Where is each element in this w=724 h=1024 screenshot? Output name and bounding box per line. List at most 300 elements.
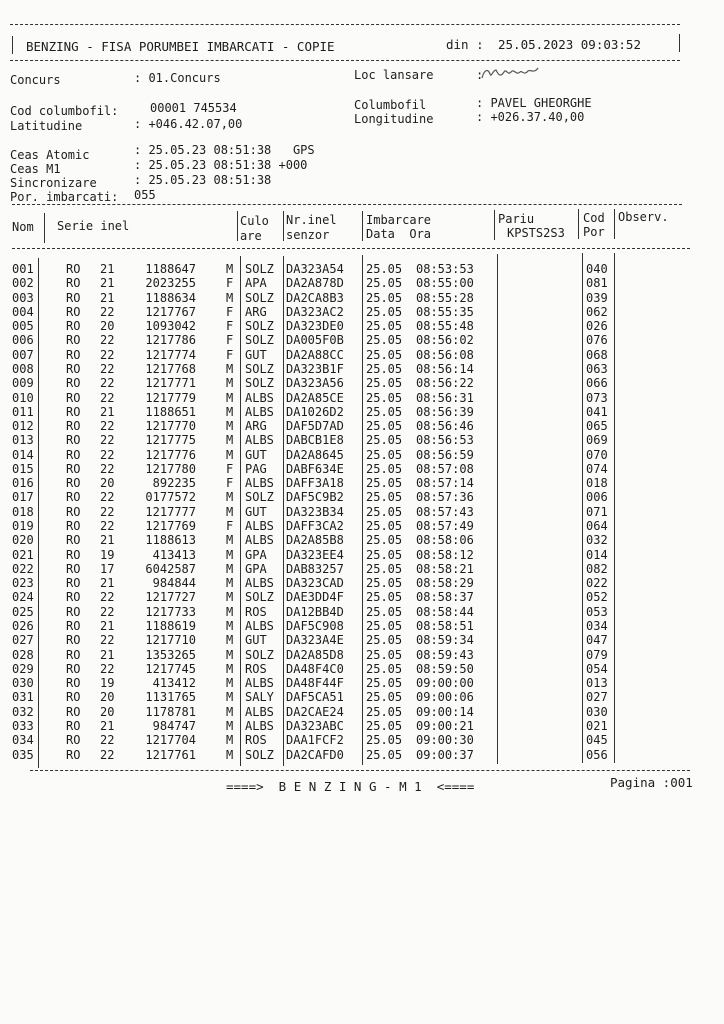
row-data: 25.05: [366, 419, 403, 434]
col-header-data-ora: Data Ora: [366, 227, 432, 241]
row-nom: 013: [12, 433, 34, 448]
row-an: 21: [100, 276, 115, 291]
row-tara: RO: [66, 276, 81, 291]
col-header-nr-inel: Nr.inel: [286, 213, 337, 227]
row-senzor: DAFF3A18: [286, 476, 344, 491]
row-nom: 004: [12, 304, 34, 319]
row-cod: 073: [586, 390, 608, 405]
row-culoare: ALBS: [245, 533, 274, 548]
row-data: 25.05: [366, 519, 403, 534]
row-senzor: DAF5D7AD: [286, 419, 344, 434]
row-culoare: ALBS: [245, 404, 274, 419]
row-inel: 1217775: [145, 433, 196, 448]
row-tara: RO: [66, 690, 81, 705]
row-data: 25.05: [366, 690, 403, 705]
row-senzor: DABF634E: [286, 461, 344, 476]
row-inel: 1217733: [145, 604, 196, 619]
row-inel: 1217710: [145, 633, 196, 648]
row-cod: 063: [586, 361, 608, 376]
row-nom: 020: [12, 533, 34, 548]
row-culoare: ROS: [245, 733, 267, 748]
row-data: 25.05: [366, 376, 403, 391]
header-divider-3: [283, 211, 284, 241]
row-nom: 028: [12, 647, 34, 662]
row-ora: 08:57:14: [416, 476, 474, 491]
row-sex: M: [226, 604, 234, 619]
row-ora: 08:55:28: [416, 290, 474, 305]
row-culoare: ALBS: [245, 476, 274, 491]
col-header-imbarcare: Imbarcare: [366, 213, 432, 227]
row-nom: 018: [12, 504, 34, 519]
row-sex: F: [226, 461, 234, 476]
row-sex: M: [226, 704, 234, 719]
row-tara: RO: [66, 647, 81, 662]
row-nom: 021: [12, 547, 34, 562]
row-cod: 032: [586, 533, 608, 548]
col-header-por: Por: [583, 225, 605, 239]
row-data: 25.05: [366, 347, 403, 362]
row-inel: 0177572: [145, 490, 196, 505]
col-header-culo: Culo: [240, 214, 269, 228]
row-culoare: ALBS: [245, 704, 274, 719]
longitudine-value: : +026.37.40,00: [476, 110, 585, 124]
row-nom: 032: [12, 704, 34, 719]
row-tara: RO: [66, 262, 81, 276]
row-ora: 09:00:14: [416, 704, 474, 719]
row-tara: RO: [66, 519, 81, 534]
row-senzor: DA2CA8B3: [286, 290, 344, 305]
por-imbarcati-label: Por. imbarcati:: [10, 190, 119, 204]
row-tara: RO: [66, 361, 81, 376]
row-sex: F: [226, 519, 234, 534]
row-sex: M: [226, 419, 234, 434]
row-nom: 016: [12, 476, 34, 491]
columbofil-value: : PAVEL GHEORGHE: [476, 96, 592, 110]
row-culoare: ALBS: [245, 433, 274, 448]
row-cod: 052: [586, 590, 608, 605]
row-cod: 076: [586, 333, 608, 348]
row-an: 22: [100, 519, 115, 534]
row-tara: RO: [66, 718, 81, 733]
ceas-m1-label: Ceas M1: [10, 162, 61, 176]
row-an: 21: [100, 404, 115, 419]
header-top-rule: [10, 24, 680, 25]
row-sex: F: [226, 319, 234, 334]
row-data: 25.05: [366, 504, 403, 519]
row-senzor: DA2CAFD0: [286, 747, 344, 762]
row-inel: 413413: [152, 547, 196, 562]
row-nom: 012: [12, 419, 34, 434]
row-senzor: DA323B34: [286, 504, 344, 519]
row-tara: RO: [66, 290, 81, 305]
row-tara: RO: [66, 333, 81, 348]
row-culoare: SOLZ: [245, 590, 274, 605]
row-tara: RO: [66, 490, 81, 505]
row-cod: 065: [586, 419, 608, 434]
row-tara: RO: [66, 733, 81, 748]
loc-lansare-handwriting: [478, 64, 548, 84]
row-culoare: PAG: [245, 461, 267, 476]
row-inel: 1217786: [145, 333, 196, 348]
row-data: 25.05: [366, 676, 403, 691]
row-inel: 1188619: [145, 619, 196, 633]
row-culoare: APA: [245, 276, 267, 291]
row-data: 25.05: [366, 718, 403, 733]
row-culoare: SOLZ: [245, 290, 274, 305]
row-senzor: DA323B1F: [286, 361, 344, 376]
row-ora: 08:59:43: [416, 647, 474, 662]
row-cod: 047: [586, 633, 608, 648]
row-nom: 007: [12, 347, 34, 362]
body-divider-nom: [38, 258, 39, 768]
row-tara: RO: [66, 704, 81, 719]
loc-lansare-sep: :: [476, 68, 484, 82]
row-an: 22: [100, 590, 115, 605]
row-ora: 08:56:59: [416, 447, 474, 462]
row-ora: 08:56:53: [416, 433, 474, 448]
row-an: 20: [100, 690, 115, 705]
row-an: 17: [100, 561, 115, 576]
row-senzor: DA2A85D8: [286, 647, 344, 662]
row-ora: 08:57:49: [416, 519, 474, 534]
row-culoare: GPA: [245, 547, 267, 562]
columbofil-label: Columbofil: [354, 98, 427, 112]
row-inel: 1217777: [145, 504, 196, 519]
row-senzor: DA323EE4: [286, 547, 344, 562]
row-data: 25.05: [366, 276, 403, 291]
row-ora: 08:56:02: [416, 333, 474, 348]
row-senzor: DA323DE0: [286, 319, 344, 334]
row-cod: 054: [586, 661, 608, 676]
row-senzor: DA2A878D: [286, 276, 344, 291]
row-nom: 019: [12, 519, 34, 534]
report-date-label: din :: [446, 37, 484, 52]
row-an: 21: [100, 262, 115, 276]
row-data: 25.05: [366, 561, 403, 576]
row-cod: 041: [586, 404, 608, 419]
row-data: 25.05: [366, 476, 403, 491]
row-data: 25.05: [366, 333, 403, 348]
row-data: 25.05: [366, 633, 403, 648]
row-an: 22: [100, 490, 115, 505]
row-tara: RO: [66, 433, 81, 448]
row-senzor: DA48F44F: [286, 676, 344, 691]
row-culoare: SALY: [245, 690, 274, 705]
row-tara: RO: [66, 661, 81, 676]
row-ora: 08:56:22: [416, 376, 474, 391]
row-tara: RO: [66, 404, 81, 419]
row-cod: 070: [586, 447, 608, 462]
row-ora: 08:56:14: [416, 361, 474, 376]
row-cod: 069: [586, 433, 608, 448]
row-nom: 010: [12, 390, 34, 405]
row-sex: F: [226, 276, 234, 291]
row-data: 25.05: [366, 747, 403, 762]
row-inel: 1217780: [145, 461, 196, 476]
row-cod: 021: [586, 718, 608, 733]
row-culoare: SOLZ: [245, 333, 274, 348]
row-cod: 039: [586, 290, 608, 305]
row-cod: 071: [586, 504, 608, 519]
row-ora: 08:57:36: [416, 490, 474, 505]
row-tara: RO: [66, 533, 81, 548]
row-sex: M: [226, 376, 234, 391]
row-senzor: DA1026D2: [286, 404, 344, 419]
row-culoare: ALBS: [245, 576, 274, 591]
header-divider-2: [237, 211, 238, 241]
row-ora: 08:57:08: [416, 461, 474, 476]
row-an: 20: [100, 704, 115, 719]
row-inel: 1178781: [145, 704, 196, 719]
row-ora: 08:58:37: [416, 590, 474, 605]
row-data: 25.05: [366, 290, 403, 305]
row-cod: 062: [586, 304, 608, 319]
row-senzor: DA323A54: [286, 262, 344, 276]
row-culoare: ARG: [245, 419, 267, 434]
row-an: 22: [100, 604, 115, 619]
header-divider-6: [578, 209, 579, 239]
row-ora: 08:57:43: [416, 504, 474, 519]
row-ora: 09:00:30: [416, 733, 474, 748]
row-sex: M: [226, 661, 234, 676]
row-inel: 1353265: [145, 647, 196, 662]
row-senzor: DA323AC2: [286, 304, 344, 319]
latitudine-value: : +046.42.07,00: [134, 117, 243, 131]
col-header-observ: Observ.: [618, 210, 669, 224]
body-divider-sex: [240, 256, 241, 766]
row-cod: 081: [586, 276, 608, 291]
row-data: 25.05: [366, 319, 403, 334]
row-inel: 1217770: [145, 419, 196, 434]
row-ora: 08:58:12: [416, 547, 474, 562]
row-an: 21: [100, 533, 115, 548]
row-data: 25.05: [366, 704, 403, 719]
row-inel: 6042587: [145, 561, 196, 576]
row-an: 22: [100, 390, 115, 405]
row-senzor: DAF5C908: [286, 619, 344, 633]
row-senzor: DA323CAD: [286, 576, 344, 591]
row-tara: RO: [66, 319, 81, 334]
col-header-cod: Cod: [583, 211, 605, 225]
row-senzor: DA2A85B8: [286, 533, 344, 548]
body-divider-cod-right: [614, 253, 615, 763]
row-senzor: DA2A88CC: [286, 347, 344, 362]
row-sex: M: [226, 504, 234, 519]
row-nom: 035: [12, 747, 34, 762]
row-senzor: DAB83257: [286, 561, 344, 576]
cod-columbofil-value: 00001 745534: [150, 101, 237, 115]
row-ora: 08:56:46: [416, 419, 474, 434]
row-an: 21: [100, 619, 115, 633]
row-data: 25.05: [366, 490, 403, 505]
row-tara: RO: [66, 547, 81, 562]
row-an: 22: [100, 733, 115, 748]
por-imbarcati-value: 055: [134, 188, 156, 202]
header-divider-1: [44, 213, 45, 243]
row-cod: 018: [586, 476, 608, 491]
row-sex: M: [226, 433, 234, 448]
body-divider-imbarcare: [497, 254, 498, 764]
row-ora: 08:55:35: [416, 304, 474, 319]
row-sex: M: [226, 561, 234, 576]
row-culoare: ALBS: [245, 676, 274, 691]
row-tara: RO: [66, 604, 81, 619]
latitudine-label: Latitudine: [10, 119, 83, 133]
row-cod: 027: [586, 690, 608, 705]
row-inel: 892235: [152, 476, 196, 491]
longitudine-label: Longitudine: [354, 112, 434, 126]
col-header-serie: Serie inel: [57, 219, 130, 233]
row-an: 19: [100, 547, 115, 562]
row-sex: M: [226, 404, 234, 419]
row-tara: RO: [66, 504, 81, 519]
row-culoare: SOLZ: [245, 647, 274, 662]
row-inel: 1188651: [145, 404, 196, 419]
row-data: 25.05: [366, 262, 403, 276]
row-ora: 08:58:51: [416, 619, 474, 633]
row-ora: 08:55:00: [416, 276, 474, 291]
row-ora: 08:58:06: [416, 533, 474, 548]
row-ora: 08:58:44: [416, 604, 474, 619]
col-header-pariu: Pariu: [498, 212, 535, 226]
row-sex: M: [226, 690, 234, 705]
row-an: 22: [100, 304, 115, 319]
row-an: 22: [100, 347, 115, 362]
row-sex: M: [226, 390, 234, 405]
row-cod: 022: [586, 576, 608, 591]
row-sex: M: [226, 290, 234, 305]
row-cod: 068: [586, 347, 608, 362]
row-culoare: SOLZ: [245, 747, 274, 762]
row-cod: 040: [586, 262, 608, 276]
row-an: 22: [100, 747, 115, 762]
table-bottom-rule: [30, 770, 690, 771]
row-tara: RO: [66, 676, 81, 691]
row-ora: 08:56:39: [416, 404, 474, 419]
row-sex: M: [226, 361, 234, 376]
row-sex: F: [226, 476, 234, 491]
row-an: 21: [100, 290, 115, 305]
row-culoare: ROS: [245, 661, 267, 676]
row-senzor: DAFF3CA2: [286, 519, 344, 534]
row-nom: 005: [12, 319, 34, 334]
concurs-label: Concurs: [10, 73, 61, 87]
row-cod: 014: [586, 547, 608, 562]
row-tara: RO: [66, 576, 81, 591]
row-nom: 034: [12, 733, 34, 748]
header-divider-4: [362, 211, 363, 241]
row-culoare: ALBS: [245, 718, 274, 733]
row-culoare: SOLZ: [245, 319, 274, 334]
row-an: 20: [100, 319, 115, 334]
row-inel: 984844: [152, 576, 196, 591]
row-tara: RO: [66, 561, 81, 576]
row-nom: 023: [12, 576, 34, 591]
row-nom: 015: [12, 461, 34, 476]
row-inel: 984747: [152, 718, 196, 733]
row-cod: 053: [586, 604, 608, 619]
row-sex: M: [226, 447, 234, 462]
row-cod: 006: [586, 490, 608, 505]
row-inel: 1217767: [145, 304, 196, 319]
row-senzor: DAF5C9B2: [286, 490, 344, 505]
row-inel: 1217779: [145, 390, 196, 405]
row-senzor: DAF5CA51: [286, 690, 344, 705]
row-ora: 08:59:50: [416, 661, 474, 676]
row-ora: 09:00:00: [416, 676, 474, 691]
row-ora: 08:53:53: [416, 262, 474, 276]
row-data: 25.05: [366, 447, 403, 462]
row-culoare: SOLZ: [245, 262, 274, 276]
row-ora: 08:56:08: [416, 347, 474, 362]
row-inel: 413412: [152, 676, 196, 691]
row-inel: 1131765: [145, 690, 196, 705]
row-culoare: GUT: [245, 504, 267, 519]
row-inel: 1217771: [145, 376, 196, 391]
header-left-border: [12, 36, 13, 54]
row-nom: 011: [12, 404, 34, 419]
row-an: 21: [100, 718, 115, 733]
row-ora: 09:00:37: [416, 747, 474, 762]
header-right-border: [679, 34, 680, 52]
row-nom: 001: [12, 262, 34, 276]
row-culoare: GUT: [245, 633, 267, 648]
row-sex: F: [226, 304, 234, 319]
row-nom: 002: [12, 276, 34, 291]
row-sex: M: [226, 633, 234, 648]
row-an: 22: [100, 361, 115, 376]
row-data: 25.05: [366, 590, 403, 605]
table-header-rule: [12, 248, 690, 249]
concurs-value: : 01.Concurs: [134, 71, 221, 85]
row-cod: 079: [586, 647, 608, 662]
body-divider-senzor: [362, 255, 363, 765]
body-divider-culoare: [283, 256, 284, 766]
row-nom: 006: [12, 333, 34, 348]
row-data: 25.05: [366, 619, 403, 633]
row-an: 22: [100, 661, 115, 676]
row-culoare: ALBS: [245, 519, 274, 534]
row-tara: RO: [66, 419, 81, 434]
row-an: 22: [100, 433, 115, 448]
row-nom: 014: [12, 447, 34, 462]
row-cod: 074: [586, 461, 608, 476]
row-inel: 2023255: [145, 276, 196, 291]
row-an: 22: [100, 461, 115, 476]
row-inel: 1217776: [145, 447, 196, 462]
page-number: Pagina :001: [610, 775, 693, 790]
row-data: 25.05: [366, 647, 403, 662]
row-nom: 031: [12, 690, 34, 705]
row-senzor: DA48F4C0: [286, 661, 344, 676]
col-header-kpsts: KPSTS2S3: [507, 226, 565, 240]
row-senzor: DA2CAE24: [286, 704, 344, 719]
row-sex: M: [226, 747, 234, 762]
sincronizare-value: : 25.05.23 08:51:38: [134, 173, 272, 187]
row-an: 21: [100, 576, 115, 591]
row-ora: 09:00:21: [416, 718, 474, 733]
ceas-atomic-value: : 25.05.23 08:51:38 GPS: [134, 143, 315, 157]
row-ora: 08:56:31: [416, 390, 474, 405]
row-nom: 008: [12, 361, 34, 376]
row-nom: 017: [12, 490, 34, 505]
row-culoare: SOLZ: [245, 490, 274, 505]
row-inel: 1188634: [145, 290, 196, 305]
row-nom: 029: [12, 661, 34, 676]
ceas-atomic-label: Ceas Atomic: [10, 148, 90, 162]
row-sex: M: [226, 262, 234, 276]
row-tara: RO: [66, 347, 81, 362]
